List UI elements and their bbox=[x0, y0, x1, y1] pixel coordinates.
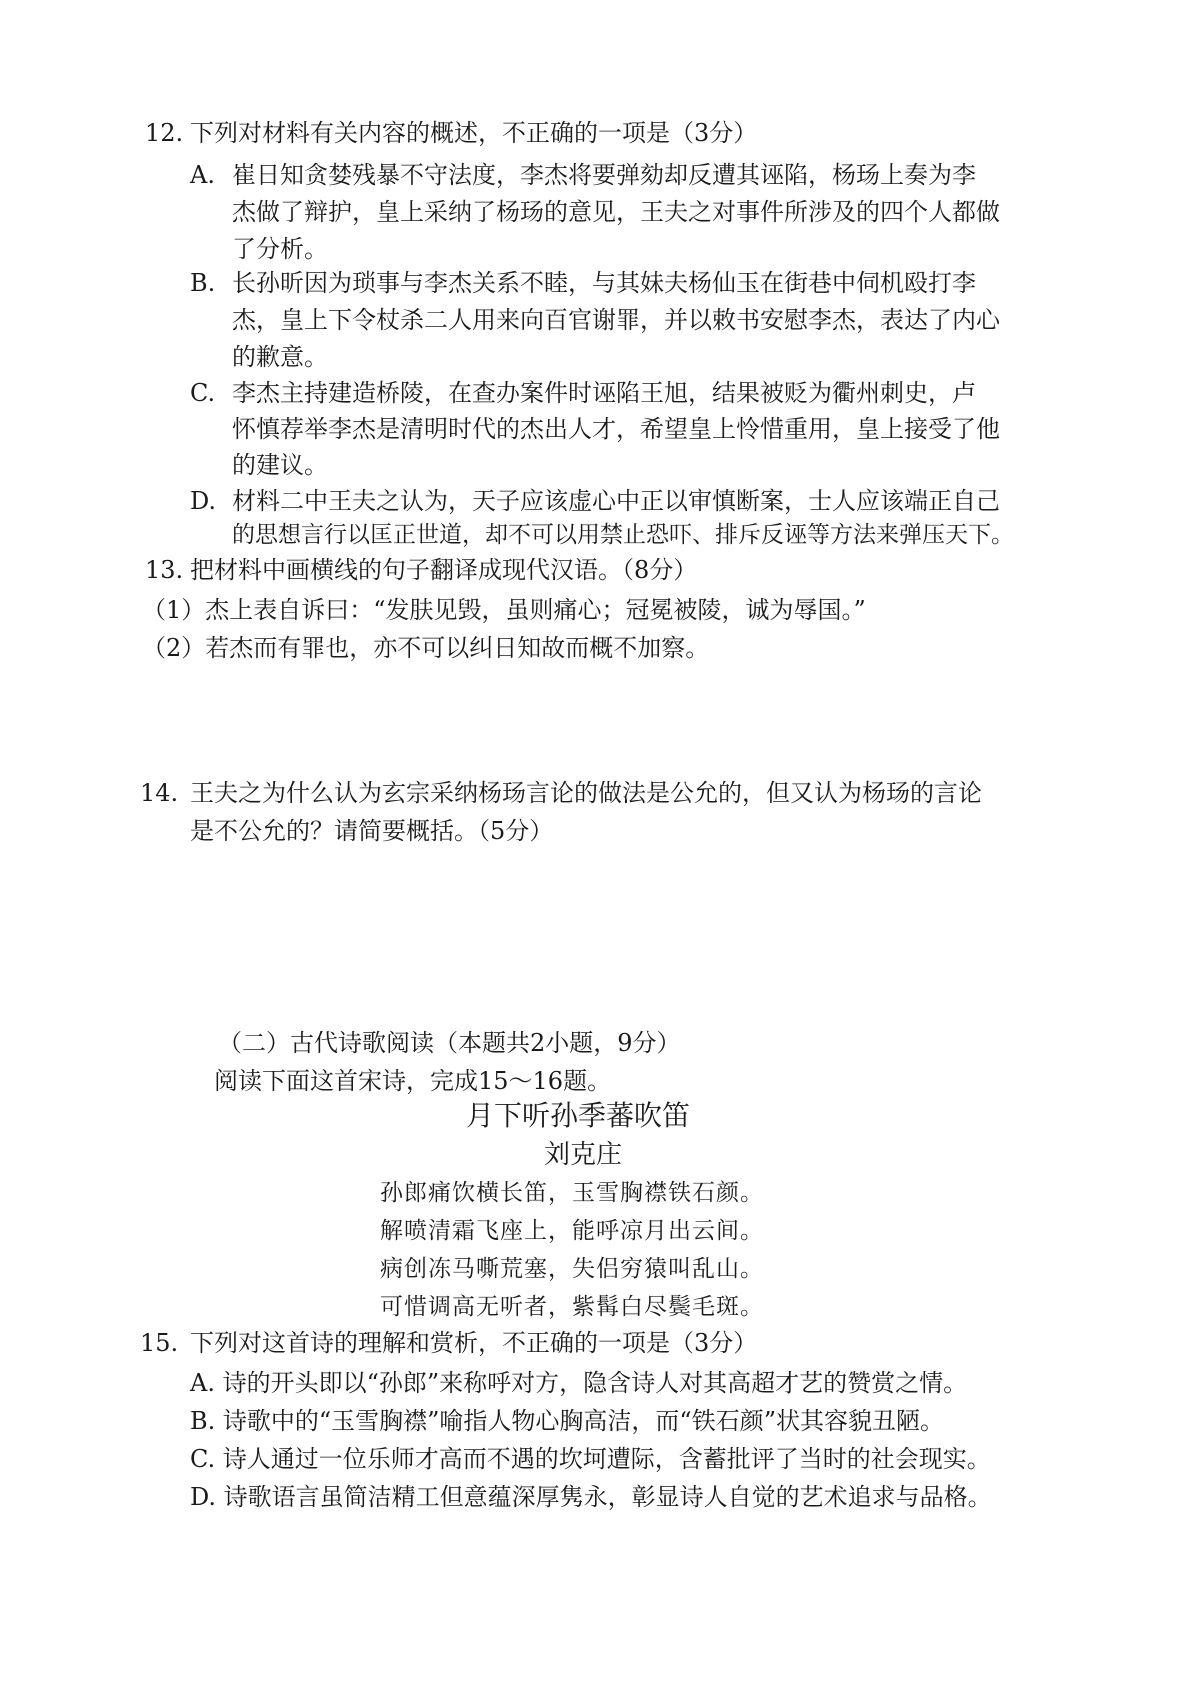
q13-item-1: （1）杰上表自诉曰：“发肤见毁，虽则痛心；冠冕被陵，诚为辱国。” bbox=[142, 596, 866, 624]
q12-stem: 下列对材料有关内容的概述，不正确的一项是（3分） bbox=[190, 119, 758, 147]
q12-option-c-line2: 怀慎荐举李杰是清明时代的杰出人才，希望皇上怜惜重用，皇上接受了他 bbox=[232, 415, 1000, 443]
q12-option-a-line3: 了分析。 bbox=[232, 235, 328, 263]
q12-option-d-letter: D. bbox=[190, 487, 217, 515]
q12-option-b-line3: 的歉意。 bbox=[232, 343, 328, 371]
poem-line-4: 可惜调高无听者，紫髯白尽鬓毛斑。 bbox=[380, 1294, 764, 1320]
q12-option-c-letter: C. bbox=[190, 379, 216, 407]
q15-option-a: A. 诗的开头即以“孙郎”来称呼对方，隐含诗人对其高超才艺的赞赏之情。 bbox=[190, 1369, 968, 1397]
q12-option-d-line2: 的思想言行以匡正世道，却不可以用禁止恐吓、排斥反诬等方法来弹压天下。 bbox=[232, 522, 1014, 548]
q12-number: 12. bbox=[145, 119, 184, 147]
poem-line-1: 孙郎痛饮横长笛，玉雪胸襟铁石颜。 bbox=[380, 1180, 764, 1206]
q14-line2: 是不公允的？请简要概括。（5分） bbox=[190, 817, 554, 845]
poem-author: 刘克庄 bbox=[544, 1140, 623, 1170]
q12-option-b-line2: 杰，皇上下令杖杀二人用来向百官谢罪，并以敕书安慰李杰，表达了内心 bbox=[232, 306, 1000, 334]
q12-option-c-line1: 李杰主持建造桥陵，在查办案件时诬陷王旭，结果被贬为衢州刺史，卢 bbox=[232, 379, 976, 407]
q13-stem: 把材料中画横线的句子翻译成现代汉语。（8分） bbox=[190, 556, 698, 584]
poem-line-2: 解喷清霜飞座上，能呼凉月出云间。 bbox=[380, 1218, 764, 1244]
q15-stem: 下列对这首诗的理解和赏析，不正确的一项是（3分） bbox=[190, 1329, 758, 1357]
section-instruction: 阅读下面这首宋诗，完成15～16题。 bbox=[214, 1067, 612, 1095]
q15-option-d: D. 诗歌语言虽简洁精工但意蕴深厚隽永，彰显诗人自觉的艺术追求与品格。 bbox=[190, 1483, 992, 1511]
q12-option-a-line2: 杰做了辩护，皇上采纳了杨玚的意见，王夫之对事件所涉及的四个人都做 bbox=[232, 198, 1000, 226]
q15-option-b: B. 诗歌中的“玉雪胸襟”喻指人物心胸高洁，而“铁石颜”状其容貌丑陋。 bbox=[190, 1407, 944, 1435]
q15-option-c: C. 诗人通过一位乐师才高而不遇的坎坷遭际，含蓄批评了当时的社会现实。 bbox=[190, 1445, 991, 1473]
q12-option-c-line3: 的建议。 bbox=[232, 451, 328, 479]
q14-number: 14. bbox=[140, 779, 179, 807]
q12-option-a-line1: 崔日知贪婪残暴不守法度，李杰将要弹劾却反遭其诬陷，杨玚上奏为李 bbox=[232, 161, 976, 189]
section-heading: （二）古代诗歌阅读（本题共2小题，9分） bbox=[218, 1029, 681, 1057]
poem-title: 月下听孙季蕃吹笛 bbox=[466, 1099, 691, 1132]
q12-option-b-letter: B. bbox=[190, 269, 216, 297]
q15-number: 15. bbox=[140, 1329, 179, 1357]
q12-option-b-line1: 长孙昕因为琐事与李杰关系不睦，与其妹夫杨仙玉在街巷中伺机殴打李 bbox=[232, 269, 976, 297]
q12-option-d-line1: 材料二中王夫之认为，天子应该虚心中正以审慎断案，士人应该端正自己 bbox=[232, 487, 1000, 515]
q13-number: 13. bbox=[145, 556, 184, 584]
q14-line1: 王夫之为什么认为玄宗采纳杨玚言论的做法是公允的，但又认为杨玚的言论 bbox=[190, 779, 982, 807]
q13-item-2: （2）若杰而有罪也，亦不可以纠日知故而概不加察。 bbox=[142, 634, 710, 662]
poem-line-3: 病创冻马嘶荒塞，失侣穷猿叫乱山。 bbox=[380, 1256, 764, 1282]
q12-option-a-letter: A. bbox=[190, 161, 215, 189]
